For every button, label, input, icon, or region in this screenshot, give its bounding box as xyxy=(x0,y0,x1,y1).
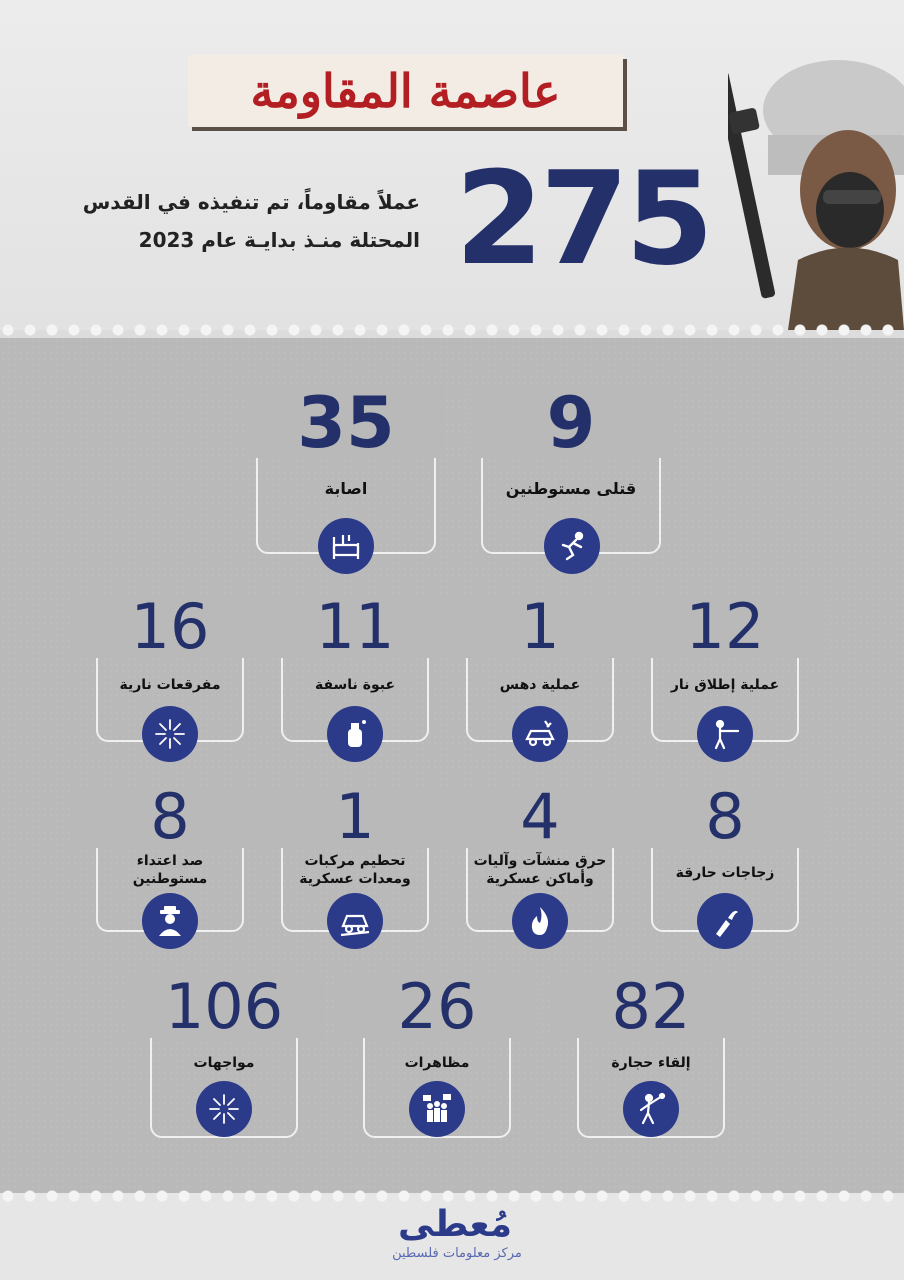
stat-label: عملية إطلاق نار xyxy=(670,677,780,693)
stat-number: 82 xyxy=(551,976,751,1038)
stat-label: إلقاء حجارة xyxy=(611,1055,691,1071)
stat-label: عبوة ناسفة xyxy=(314,677,396,693)
logo: مُعطى xyxy=(397,1204,513,1245)
protest-icon xyxy=(409,1081,465,1137)
stat-number: 11 xyxy=(255,596,455,658)
stat-number: 1 xyxy=(440,596,640,658)
perforated-edge-top xyxy=(0,322,904,338)
total-count: 275 xyxy=(454,145,711,294)
settler-icon xyxy=(142,893,198,949)
fighter-image xyxy=(728,40,904,330)
stat-number: 4 xyxy=(440,786,640,848)
stat-number: 1 xyxy=(255,786,455,848)
stat-label-line-1: حرق منشآت وآليات xyxy=(473,853,607,869)
hospital-bed-icon xyxy=(318,518,374,574)
stat-number: 8 xyxy=(625,786,825,848)
shooter-icon xyxy=(697,706,753,762)
stat-number: 12 xyxy=(625,596,825,658)
stat-label: قتلى مستوطنين xyxy=(505,479,637,498)
stone-thrower-icon xyxy=(623,1081,679,1137)
stat-label-line-2: مستوطنين xyxy=(132,871,208,887)
stat-label-line-2: وأماكن عسكرية xyxy=(486,871,594,887)
jeep-icon xyxy=(327,893,383,949)
stat-label-line-1: صد اعتداء xyxy=(136,853,204,869)
fire-icon xyxy=(512,893,568,949)
subtitle-line-2: المحتلة منـذ بدايـة عام 2023 xyxy=(138,228,420,252)
grenade-icon xyxy=(327,706,383,762)
stat-label: مظاهرات xyxy=(404,1055,470,1071)
stat-label-line-1: تحطيم مركبات xyxy=(304,853,406,869)
stat-label: مواجهات xyxy=(193,1055,255,1071)
firework-icon xyxy=(142,706,198,762)
stat-label: اصابة xyxy=(324,479,368,498)
logo-tagline: مركز معلومات فلسطين xyxy=(392,1246,522,1261)
stat-number: 26 xyxy=(337,976,537,1038)
stat-number: 16 xyxy=(70,596,270,658)
title-banner xyxy=(188,55,623,127)
stat-label: مفرقعات نارية xyxy=(119,677,221,693)
falling-person-icon xyxy=(544,518,600,574)
stat-label-line-2: ومعدات عسكرية xyxy=(299,871,411,887)
stat-number: 35 xyxy=(246,388,446,458)
firework-icon xyxy=(196,1081,252,1137)
subtitle-line-1: عملاً مقاوماً، تم تنفيذه في القدس xyxy=(82,190,420,214)
stat-label: زجاجات حارقة xyxy=(675,865,775,881)
perforated-edge-bottom xyxy=(0,1188,904,1204)
car-crash-icon xyxy=(512,706,568,762)
molotov-icon xyxy=(697,893,753,949)
stat-number: 9 xyxy=(471,388,671,458)
stat-label: عملية دهس xyxy=(499,677,581,693)
stat-number: 106 xyxy=(124,976,324,1038)
page-title: عاصمة المقاومة xyxy=(250,64,561,118)
stat-number: 8 xyxy=(70,786,270,848)
